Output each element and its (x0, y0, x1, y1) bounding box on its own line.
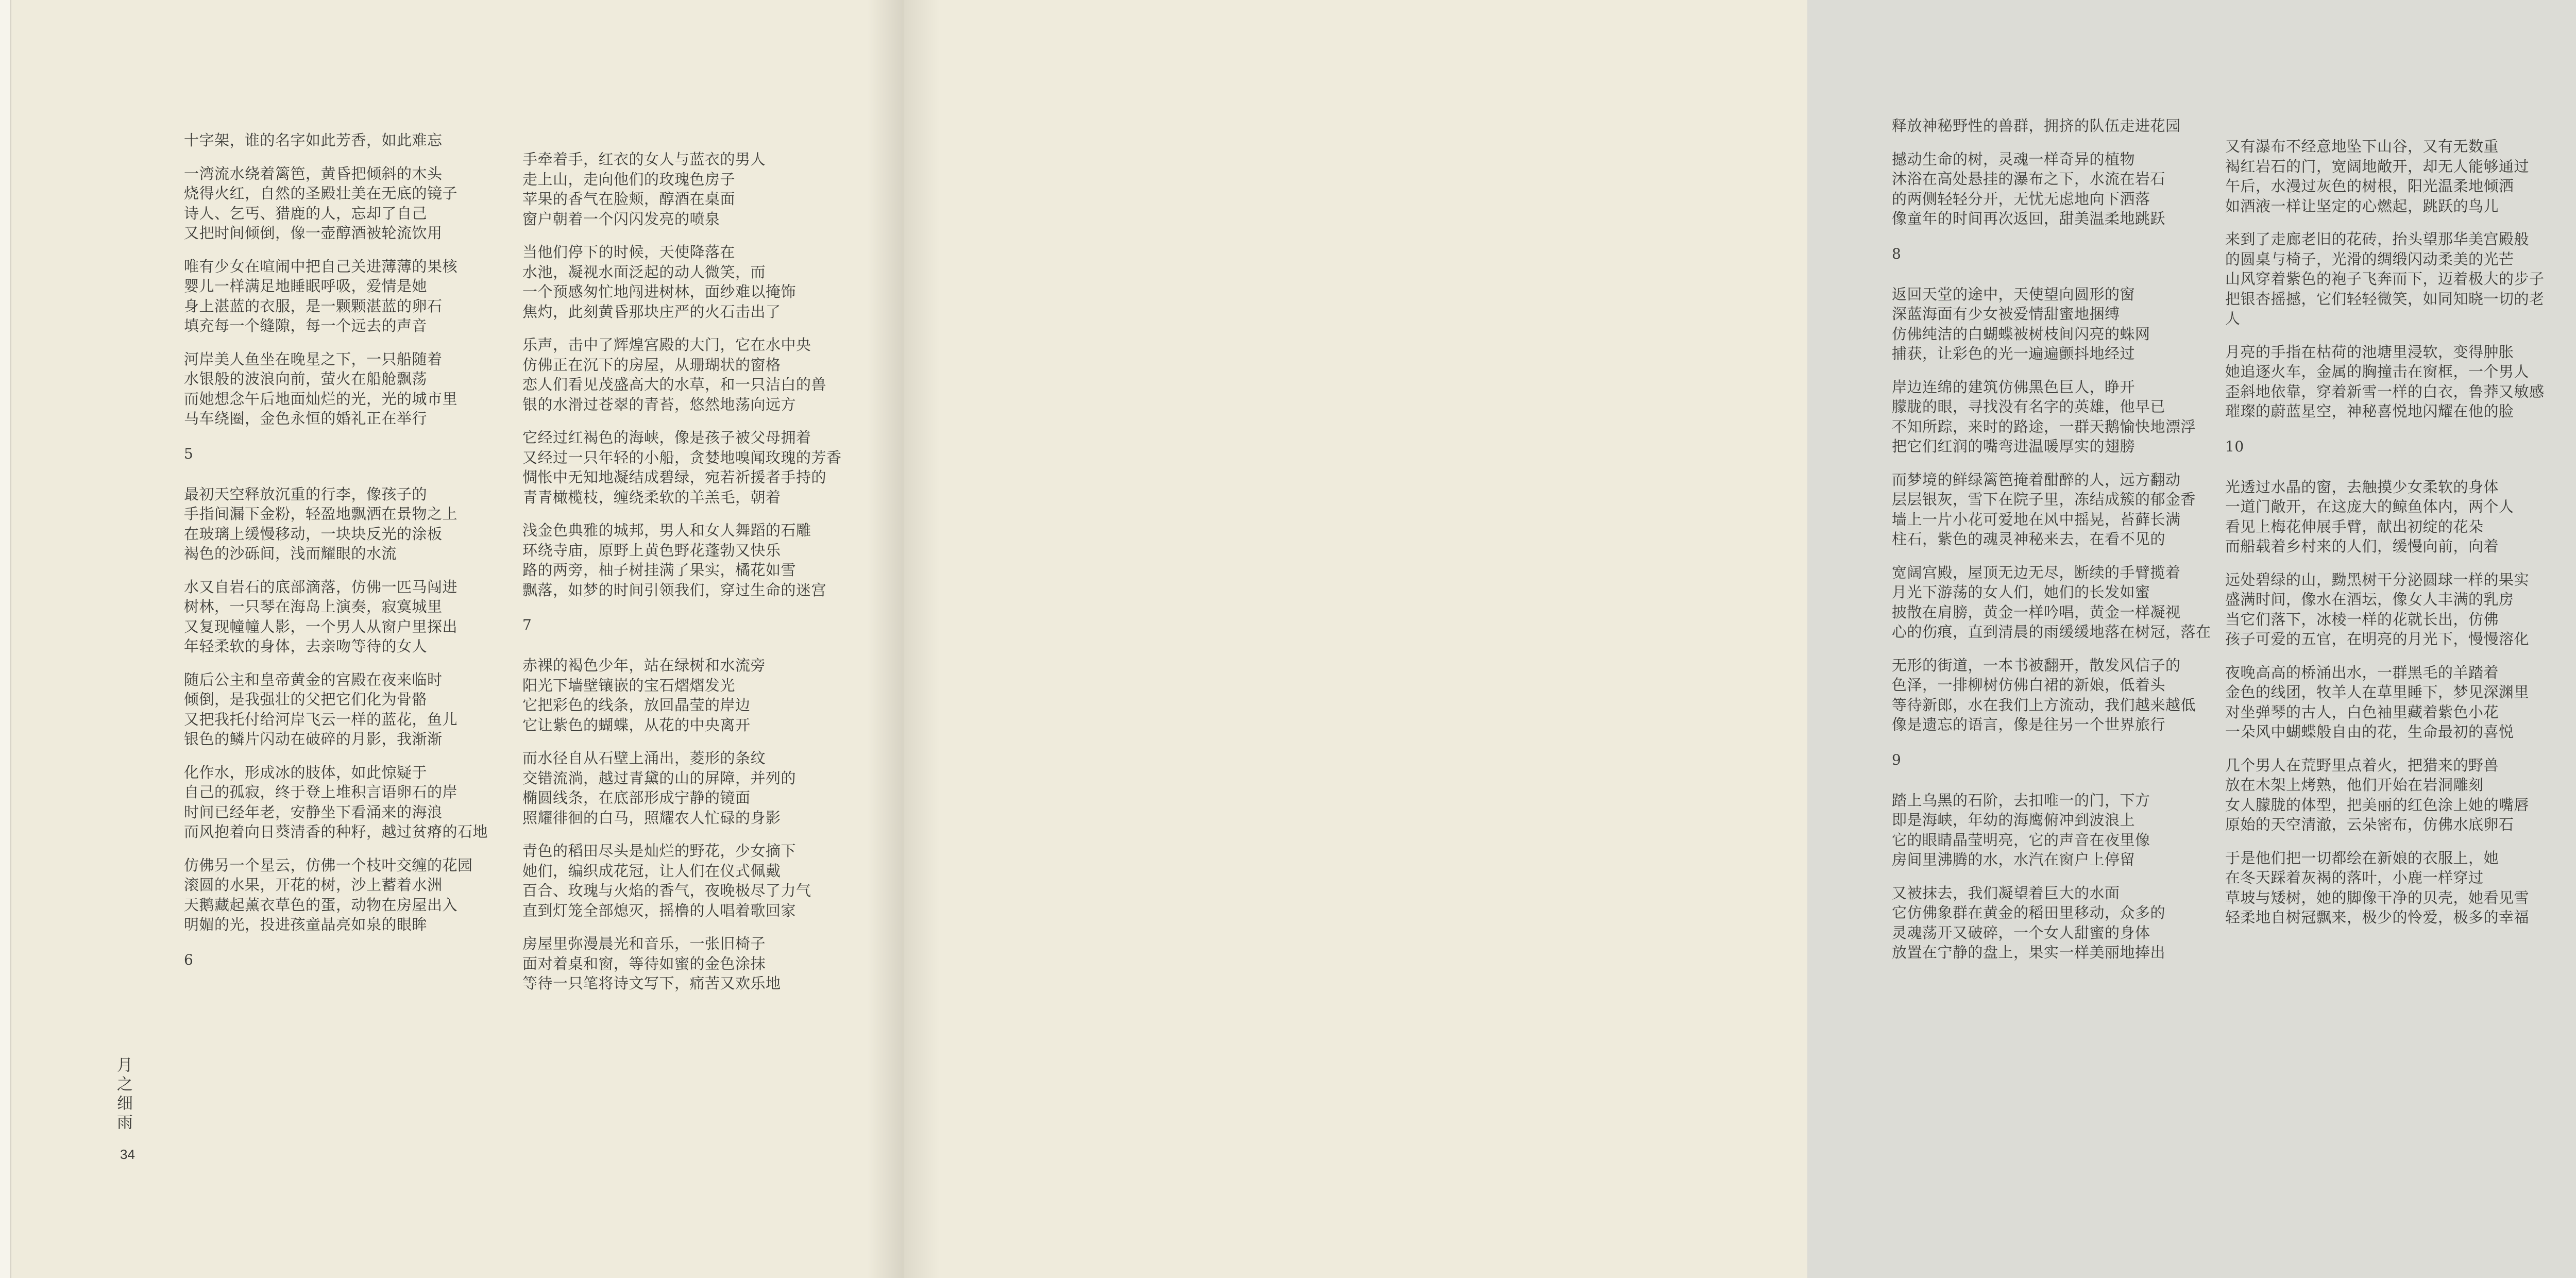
poem-line: 心的伤痕，直到清晨的雨缓缓地落在树冠，落在 (1892, 623, 2211, 641)
poem-line: 而梦境的鲜绿篱笆掩着酣醉的人，远方翻动 (1892, 470, 2181, 489)
section-number (2225, 437, 2545, 457)
poem-line: 青青橄榄枝，缠绕柔软的羊羔毛，朝着 (522, 488, 781, 506)
stanza (522, 242, 842, 322)
poem-line: 来到了走廊老旧的花砖，抬头望那华美宫殿般 (2225, 230, 2530, 248)
poem-line: 于是他们把一切都绘在新娘的衣服上，她 (2225, 849, 2499, 867)
poem-line: 远处碧绿的山，黝黑树干分泌圆球一样的果实 (2225, 570, 2530, 588)
poem-line: 它把彩色的线条，放回晶莹的岸边 (522, 696, 751, 714)
poem-line: 对坐弹琴的古人，白色袖里藏着紫色小花 (2225, 703, 2499, 721)
section-number (522, 615, 842, 635)
poem-line: 宽阔宫殿，屋顶无边无尽，断续的手臂揽着 (1892, 563, 2181, 581)
poem-line: 光透过水晶的窗，去触摸少女柔软的身体 (2225, 478, 2499, 496)
poem-line: 色泽，一排柳树仿佛白裙的新娘，低着头 (1892, 676, 2166, 694)
poem-line: 无形的街道，一本书被翻开，散发风信子的 (1892, 656, 2181, 674)
stanza (1892, 116, 2211, 136)
poem-line: 而风抱着向日葵清香的种籽，越过贫瘠的石地 (184, 823, 488, 840)
poem-line: 飘落，如梦的时间引领我们，穿过生命的迷宫 (522, 581, 827, 599)
poem-line: 它经过红褐色的海峡，像是孩子被父母拥着 (522, 429, 811, 446)
section-number-label: 5 (184, 445, 194, 462)
poem-line: 明媚的光，投进孩童晶亮如泉的眼眸 (184, 916, 428, 933)
stanza (184, 577, 488, 657)
poem-line: 沐浴在高处悬挂的瀑布之下，水流在岩石 (1892, 170, 2166, 188)
poem-line: 手指间漏下金粉，轻盈地飘洒在景物之上 (184, 505, 458, 523)
poem-line: 焦灼，此刻黄昏那块庄严的火石击出了 (522, 302, 781, 321)
poem-line: 盛满时间，像水在酒坛，像女人丰满的乳房 (2225, 591, 2514, 608)
poem-line: 女人朦胧的体型，把美丽的红色涂上她的嘴唇 (2225, 796, 2530, 814)
poem-line: 窗户朝着一个闪闪发亮的喷泉 (522, 210, 720, 228)
poem-line: 婴儿一样满足地睡眠呼吸，爱情是她 (184, 277, 428, 295)
poem-column (522, 149, 842, 1007)
section-number-label: 7 (522, 616, 532, 633)
section-number (1892, 750, 2211, 770)
poem-line: 如酒液一样让坚定的心燃起，跳跃的鸟儿 (2225, 197, 2499, 215)
poem-line: 一朵风中蝴蝶般自由的花，生命最初的喜悦 (2225, 723, 2514, 741)
poem-line: 像童年的时间再次返回，甜美温柔地跳跃 (1892, 210, 2166, 227)
poem-line: 而船载着乡村来的人们，缓慢向前，向着 (2225, 537, 2499, 555)
poem-line: 仿佛另一个星云，仿佛一个枝叶交缠的花园 (184, 856, 473, 874)
stanza (184, 763, 488, 842)
poem-line: 璀璨的蔚蓝星空，神秘喜悦地闪耀在他的脸 (2225, 402, 2514, 420)
stanza (1892, 883, 2211, 963)
poem-line: 填充每一个缝隙，每一个远去的声音 (184, 317, 428, 334)
poem-line: 岸边连绵的建筑仿佛黑色巨人，睁开 (1892, 378, 2136, 396)
stanza (184, 670, 488, 749)
poem-line: 褐红岩石的门，宽阔地敞开，却无人能够通过 (2225, 157, 2530, 175)
poem-line: 乐声，击中了辉煌宫殿的大门，它在水中央 (522, 336, 811, 354)
poem-line: 十字架，谁的名字如此芳香，如此难忘 (184, 131, 443, 149)
page-number: 34 (120, 1147, 135, 1162)
poem-line: 像是遗忘的语言，像是往另一个世界旅行 (1892, 716, 2166, 733)
poem-line: 一湾流水绕着篱笆，黄昏把倾斜的木头 (184, 164, 443, 182)
section-number (184, 444, 488, 464)
poem-line: 看见上梅花伸展手臂，献出初绽的花朵 (2225, 517, 2484, 535)
poem-line: 孩子可爱的五官，在明亮的月光下，慢慢溶化 (2225, 630, 2530, 648)
stanza (522, 655, 842, 735)
poem-line: 当它们落下，冰棱一样的花就长出，仿佛 (2225, 610, 2499, 628)
poem-line: 放在木架上烤熟，他们开始在岩洞雕刻 (2225, 776, 2484, 794)
poem-line: 又复现幢幢人影，一个男人从窗户里探出 (184, 617, 458, 635)
poem-line: 银色的鳞片闪动在破碎的月影，我渐渐 (184, 730, 443, 748)
poem-line: 椭圆线条，在底部形成宁静的镜面 (522, 789, 751, 806)
stanza (184, 130, 488, 150)
poem-line: 浅金色典雅的城邦，男人和女人舞蹈的石雕 (522, 522, 811, 539)
poem-column (184, 130, 488, 990)
stanza (2225, 137, 2545, 216)
poem-line: 在冬天踩着灰褐的落叶，小鹿一样穿过 (2225, 869, 2484, 886)
poem-line: 又把时间倾倒，像一壶醇酒被轮流饮用 (184, 224, 443, 242)
poem-line: 银的水滑过苍翠的青苔，悠然地荡向远方 (522, 395, 796, 413)
poem-line: 赤裸的褐色少年，站在绿树和水流旁 (522, 657, 766, 674)
poem-line: 深蓝海面有少女被爱情甜蜜地捆缚 (1892, 305, 2120, 323)
poem-line: 环绕寺庙，原野上黄色野花蓬勃又快乐 (522, 541, 781, 559)
poem-line: 面对着桌和窗，等待如蜜的金色涂抹 (522, 954, 766, 972)
poem-line: 交错流淌，越过青黛的山的屏障，并列的 (522, 769, 796, 787)
poem-line: 撼动生命的树，灵魂一样奇异的植物 (1892, 150, 2136, 168)
poem-line: 放置在宁静的盘上，果实一样美丽地捧出 (1892, 944, 2166, 961)
poem-line: 当他们停下的时候，天使降落在 (522, 243, 736, 261)
poem-line: 轻柔地自树冠飘来，极少的怜爱，极多的幸福 (2225, 909, 2530, 926)
section-number (184, 950, 488, 970)
stanza (1892, 470, 2211, 549)
running-title: 月之细雨 (114, 1056, 132, 1133)
page-edge (0, 0, 11, 1278)
stanza (522, 748, 842, 828)
poem-line: 踏上乌黑的石阶，去扣唯一的门，下方 (1892, 791, 2150, 809)
poem-line: 的圆桌与椅子，光滑的绸缎闪动柔美的光芒 (2225, 250, 2514, 268)
poem-line: 唯有少女在喧闹中把自己关进薄薄的果核 (184, 257, 458, 275)
poem-line: 路的两旁，柚子树挂满了果实，橘花如雪 (522, 561, 796, 579)
poem-line: 房屋里弥漫晨光和音乐，一张旧椅子 (522, 935, 766, 952)
poem-line: 朦胧的眼，寻找没有名字的英雄，他早已 (1892, 398, 2166, 415)
poem-line: 恋人们看见茂盛高大的水草，和一只洁白的兽 (522, 376, 827, 393)
poem-line: 随后公主和皇帝黄金的宫殿在夜来临时 (184, 670, 443, 688)
stanza (2225, 342, 2545, 422)
poem-line: 不知所踪，来时的路途，一群天鹅愉快地漂浮 (1892, 417, 2196, 435)
section-number-label: 9 (1892, 751, 1902, 768)
stanza (1892, 377, 2211, 457)
poem-line: 年轻柔软的身体，去亲吻等待的女人 (184, 637, 428, 655)
stanza (522, 335, 842, 414)
poem-line: 河岸美人鱼坐在晚星之下，一只船随着 (184, 350, 443, 368)
poem-line: 等待新郎，水在我们上方流动，我们越来越低 (1892, 696, 2196, 714)
poem-line: 天鹅藏起薰衣草色的蛋，动物在房屋出入 (184, 896, 458, 914)
stanza (522, 841, 842, 920)
stanza (522, 428, 842, 507)
right-page (904, 0, 2545, 1278)
stanza (522, 520, 842, 600)
poem-line: 释放神秘野性的兽群，拥挤的队伍走进花园 (1892, 117, 2181, 134)
poem-line: 墙上一片小花可爱地在风中摇晃，苔藓长满 (1892, 510, 2181, 528)
section-number-label: 8 (1892, 245, 1902, 262)
poem-line: 灵魂荡开又破碎，一个女人甜蜜的身体 (1892, 923, 2150, 941)
poem-line: 又被抹去，我们凝望着巨大的水面 (1892, 884, 2120, 902)
stanza (1892, 149, 2211, 229)
poem-line: 层层银灰，雪下在院子里，冻结成簇的郁金香 (1892, 491, 2196, 508)
stanza (184, 855, 488, 935)
poem-line: 水池，凝视水面泛起的动人微笑，而 (522, 263, 766, 281)
poem-line: 夜晚高高的桥涌出水，一群黑毛的羊踏着 (2225, 663, 2499, 681)
section-number (1892, 244, 2211, 264)
stanza (184, 164, 488, 243)
poem-line: 歪斜地依靠，穿着新雪一样的白衣，鲁莽又敏感 (2225, 382, 2545, 400)
poem-line: 自己的孤寂，终于登上堆积言语卵石的岸 (184, 783, 458, 801)
poem-line: 阳光下墙壁镶嵌的宝石熠熠发光 (522, 676, 736, 694)
poem-line: 柱石，紫色的魂灵神秘来去，在看不见的 (1892, 530, 2166, 548)
poem-line: 褐色的沙砾间，浅而耀眼的水流 (184, 545, 397, 562)
poem-line: 倾倒，是我强壮的父把它们化为骨骼 (184, 691, 428, 708)
poem-line: 走上山，走向他们的玫瑰色房子 (522, 170, 736, 188)
poem-line: 月光下游荡的女人们，她们的长发如蜜 (1892, 583, 2150, 601)
poem-line: 青色的稻田尽头是灿烂的野花，少女摘下 (522, 842, 796, 860)
stanza (1892, 655, 2211, 735)
stanza (2225, 229, 2545, 329)
poem-line: 即是海峡，年幼的海鹰俯冲到波浪上 (1892, 811, 2136, 829)
poem-line: 金色的线团，牧羊人在草里睡下，梦见深渊里 (2225, 683, 2530, 701)
poem-line: 最初天空释放沉重的行李，像孩子的 (184, 485, 428, 503)
stanza (522, 149, 842, 229)
poem-line: 身上湛蓝的衣服，是一颗颗湛蓝的卵石 (184, 297, 443, 315)
poem-line: 百合、玫瑰与火焰的香气，夜晚极尽了力气 (522, 882, 811, 899)
stanza (184, 349, 488, 429)
stanza (2225, 570, 2545, 649)
poem-line: 人 (2225, 310, 2241, 327)
poem-line: 仿佛纯洁的白蝴蝶被树枝间闪亮的蛛网 (1892, 325, 2150, 343)
poem-line: 惆怅中无知地凝结成碧绿，宛若祈援者手持的 (522, 468, 827, 486)
poem-line: 诗人、乞丐、猎鹿的人，忘却了自己 (184, 204, 428, 222)
poem-line: 房间里沸腾的水，水汽在窗户上停留 (1892, 851, 2136, 868)
section-number-label: 10 (2225, 438, 2244, 455)
poem-line: 一个预感匆忙地闯进树林，面纱难以掩饰 (522, 283, 796, 300)
stanza (184, 257, 488, 336)
poem-column (2225, 137, 2545, 941)
stanza (522, 934, 842, 994)
poem-line: 直到灯笼全部熄灭，摇橹的人唱着歌回家 (522, 901, 796, 919)
poem-line: 返回天堂的途中，天使望向圆形的窗 (1892, 285, 2136, 303)
poem-line: 水又自岩石的底部滴落，仿佛一匹马闯进 (184, 578, 458, 596)
poem-line: 她们，编织成花冠，让人们在仪式佩戴 (522, 862, 781, 880)
poem-line: 披散在肩膀，黄金一样吟唱，黄金一样凝视 (1892, 603, 2181, 621)
poem-line: 手牵着手，红衣的女人与蓝衣的男人 (522, 150, 766, 168)
poem-line: 把它们红润的嘴弯进温暖厚实的翅膀 (1892, 438, 2136, 455)
poem-line: 几个男人在荒野里点着火，把猎来的野兽 (2225, 756, 2499, 774)
poem-line: 它的眼睛晶莹明亮，它的声音在夜里像 (1892, 831, 2150, 849)
poem-line: 草坡与矮树，她的脚像干净的贝壳，她看见雪 (2225, 888, 2530, 906)
left-page (10, 0, 904, 1278)
stanza (2225, 848, 2545, 928)
stanza (184, 484, 488, 564)
poem-line: 又有瀑布不经意地坠下山谷，又有无数重 (2225, 138, 2499, 155)
poem-column (1892, 116, 2211, 976)
poem-line: 捕获，让彩色的光一遍遍颤抖地经过 (1892, 345, 2136, 362)
poem-line: 在玻璃上缓慢移动，一块块反光的涂板 (184, 525, 443, 543)
poem-line: 马车绕圈，金色永恒的婚礼正在举行 (184, 410, 428, 427)
poem-line: 而水径自从石壁上涌出，菱形的条纹 (522, 749, 766, 767)
poem-line: 它仿佛象群在黄金的稻田里移动，众多的 (1892, 904, 2166, 921)
poem-line: 而她想念午后地面灿烂的光，光的城市里 (184, 390, 458, 408)
poem-line: 又经过一只年轻的小船，贪婪地嗅闻玫瑰的芳香 (522, 448, 842, 466)
poem-line: 它让紫色的蝴蝶，从花的中央离开 (522, 716, 751, 734)
poem-line: 等待一只笔将诗文写下，痛苦又欢乐地 (522, 974, 781, 992)
poem-line: 烧得火红，自然的圣殿壮美在无底的镜子 (184, 184, 458, 202)
poem-line: 滚圆的水果，开花的树，沙上蓄着水洲 (184, 876, 443, 894)
stanza (1892, 563, 2211, 642)
poem-line: 她追逐火车，金属的胸撞击在窗框，一个男人 (2225, 363, 2530, 380)
poem-line: 时间已经年老，安静坐下看涌来的海浪 (184, 803, 443, 821)
stanza (1892, 791, 2211, 870)
stanza (2225, 663, 2545, 742)
poem-line: 原始的天空清澈，云朵密布，仿佛水底卵石 (2225, 816, 2514, 833)
stanza (2225, 755, 2545, 835)
poem-line: 照耀徘徊的白马，照耀农人忙碌的身影 (522, 809, 781, 827)
poem-line: 树林，一只琴在海岛上演奏，寂寞城里 (184, 598, 443, 615)
section-number-label: 6 (184, 951, 194, 968)
poem-line: 月亮的手指在枯荷的池塘里浸软，变得肿胀 (2225, 343, 2514, 361)
poem-line: 把银杏摇撼，它们轻轻微笑，如同知晓一切的老 (2225, 290, 2545, 308)
stanza (1892, 284, 2211, 364)
poem-line: 化作水，形成冰的肢体，如此惊疑于 (184, 763, 428, 781)
poem-line: 又把我托付给河岸飞云一样的蓝花，鱼儿 (184, 710, 458, 728)
poem-line: 午后，水漫过灰色的树根，阳光温柔地倾洒 (2225, 177, 2514, 195)
poem-line: 水银般的波浪向前，萤火在船舱飘荡 (184, 370, 428, 388)
poem-line: 一道门敞开，在这庞大的鲸鱼体内，两个人 (2225, 498, 2514, 515)
poem-line: 仿佛正在沉下的房屋，从珊瑚状的窗格 (522, 356, 781, 374)
poem-line: 山风穿着紫色的袍子飞奔而下，迈着极大的步子 (2225, 270, 2545, 288)
poem-line: 苹果的香气在脸颊，醇酒在桌面 (522, 190, 736, 208)
stanza (2225, 477, 2545, 557)
poem-line: 的两侧轻轻分开，无忧无虑地向下洒落 (1892, 190, 2150, 208)
